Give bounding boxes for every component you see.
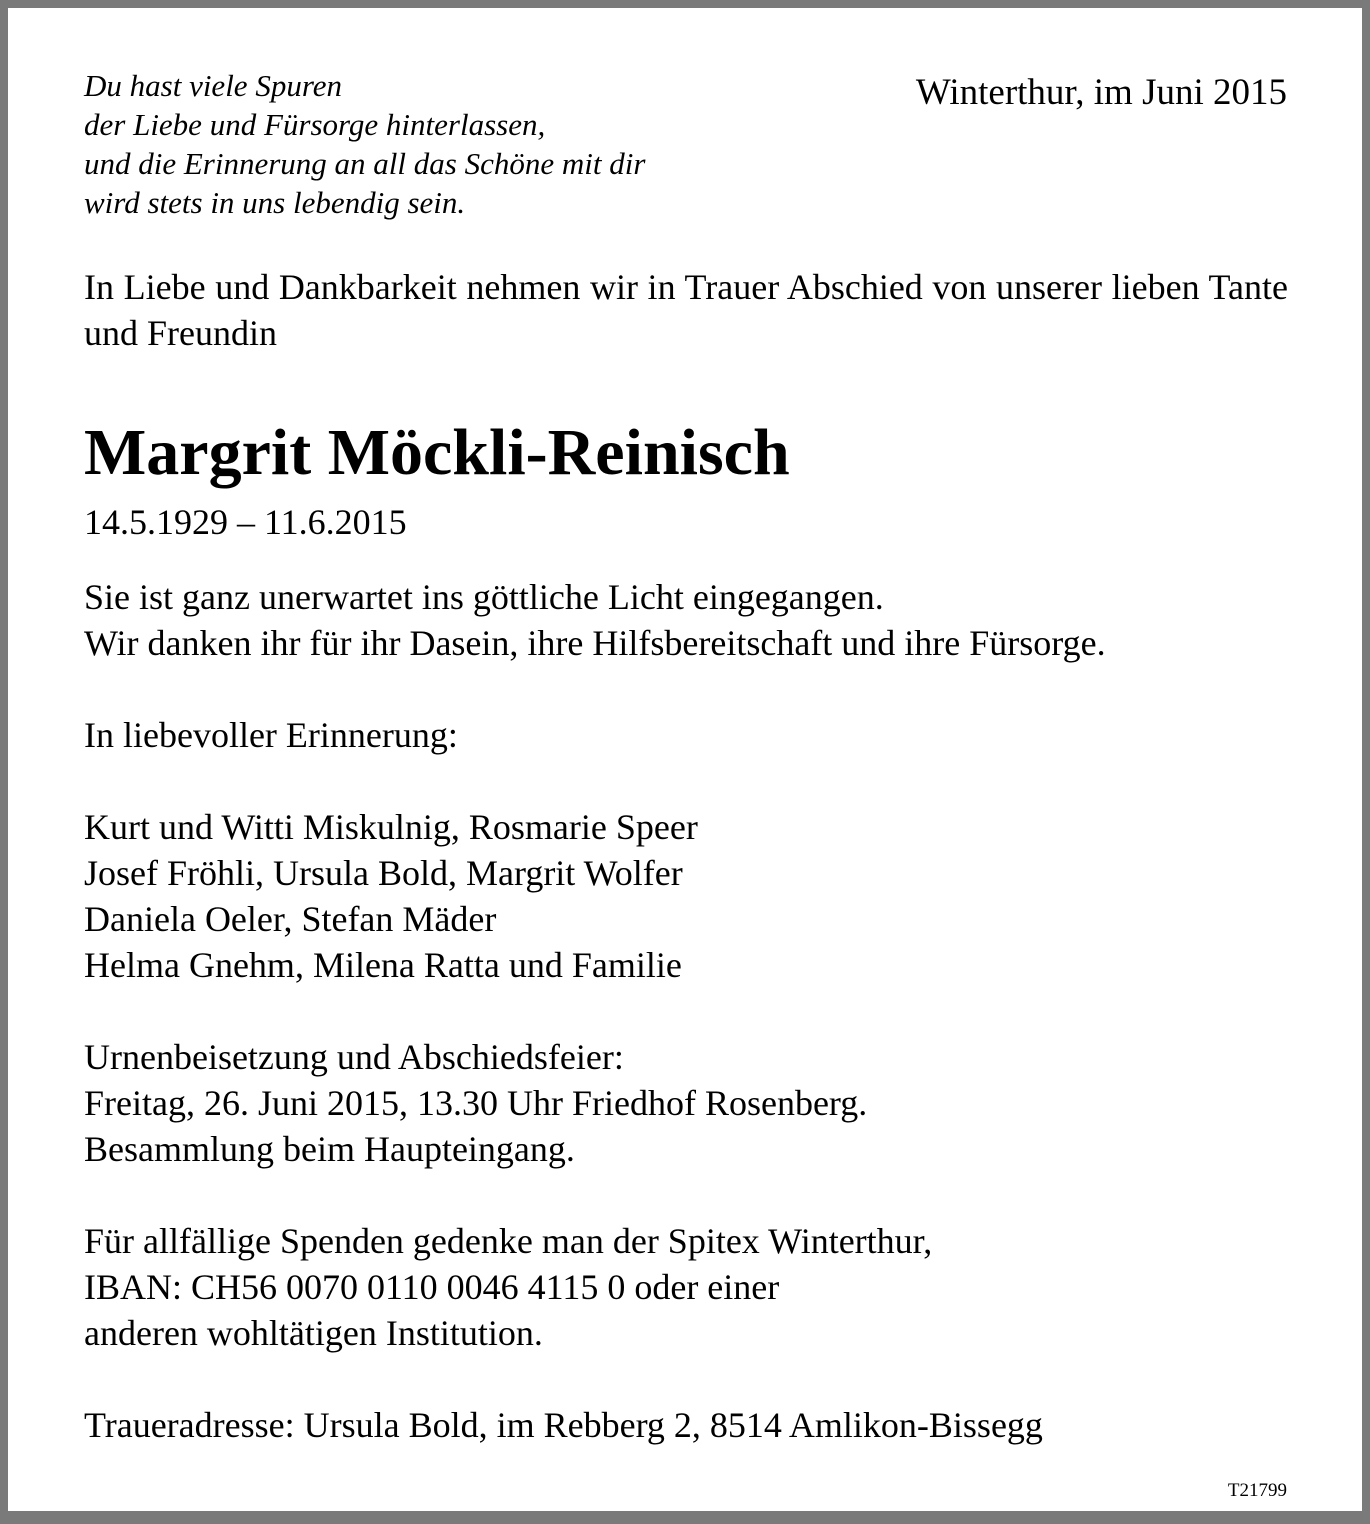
ceremony-line: Urnenbeisetzung und Abschiedsfeier: bbox=[84, 1037, 624, 1077]
deceased-name: Margrit Möckli-Reinisch bbox=[84, 416, 790, 489]
quote-line: und die Erinnerung an all das Schöne mit dir bbox=[84, 146, 646, 181]
donation-line: IBAN: CH56 0070 0110 0046 4115 0 oder einer bbox=[84, 1267, 780, 1307]
quote-line: Du hast viele Spuren bbox=[84, 68, 342, 103]
message-line: Wir danken ihr für ihr Dasein, ihre Hilfsbereitschaft und ihre Fürsorge. bbox=[84, 623, 1106, 663]
ceremony-line: Besammlung beim Haupteingang. bbox=[84, 1129, 575, 1169]
mourner-line: Kurt und Witti Miskulnig, Rosmarie Speer bbox=[84, 807, 698, 847]
spacer bbox=[84, 666, 1106, 712]
remembrance-heading: In liebevoller Erinnerung: bbox=[84, 715, 458, 755]
spacer bbox=[84, 758, 1106, 804]
obituary-body bbox=[84, 574, 1106, 1448]
message-line: Sie ist ganz unerwartet ins göttliche Licht eingegangen. bbox=[84, 577, 884, 617]
quote-line: wird stets in uns lebendig sein. bbox=[84, 185, 466, 220]
spacer bbox=[84, 1172, 1106, 1218]
donation-line: Für allfällige Spenden gedenke man der Spitex Winterthur, bbox=[84, 1221, 933, 1261]
spacer bbox=[84, 988, 1106, 1034]
ceremony-line: Freitag, 26. Juni 2015, 13.30 Uhr Friedhof Rosenberg. bbox=[84, 1083, 868, 1123]
mourner-line: Josef Fröhli, Ursula Bold, Margrit Wolfer bbox=[84, 853, 683, 893]
memorial-quote bbox=[84, 66, 645, 222]
ad-code: T21799 bbox=[1227, 1480, 1287, 1501]
donation-line: anderen wohltätigen Institution. bbox=[84, 1313, 543, 1353]
spacer bbox=[84, 1356, 1106, 1402]
life-dates: 14.5.1929 – 11.6.2015 bbox=[84, 502, 407, 542]
mourning-address: Traueradresse: Ursula Bold, im Rebberg 2, 8514 Amlikon-Bissegg bbox=[84, 1405, 1043, 1445]
place-date: Winterthur, im Juni 2015 bbox=[915, 72, 1287, 113]
mourner-line: Helma Gnehm, Milena Ratta und Familie bbox=[84, 945, 682, 985]
mourner-line: Daniela Oeler, Stefan Mäder bbox=[84, 899, 497, 939]
intro-text: In Liebe und Dankbarkeit nehmen wir in Trauer Abschied von unserer lieben Tante und Freundin bbox=[84, 267, 1288, 353]
quote-line: der Liebe und Fürsorge hinterlassen, bbox=[84, 107, 546, 142]
obituary-page bbox=[8, 8, 1362, 1511]
